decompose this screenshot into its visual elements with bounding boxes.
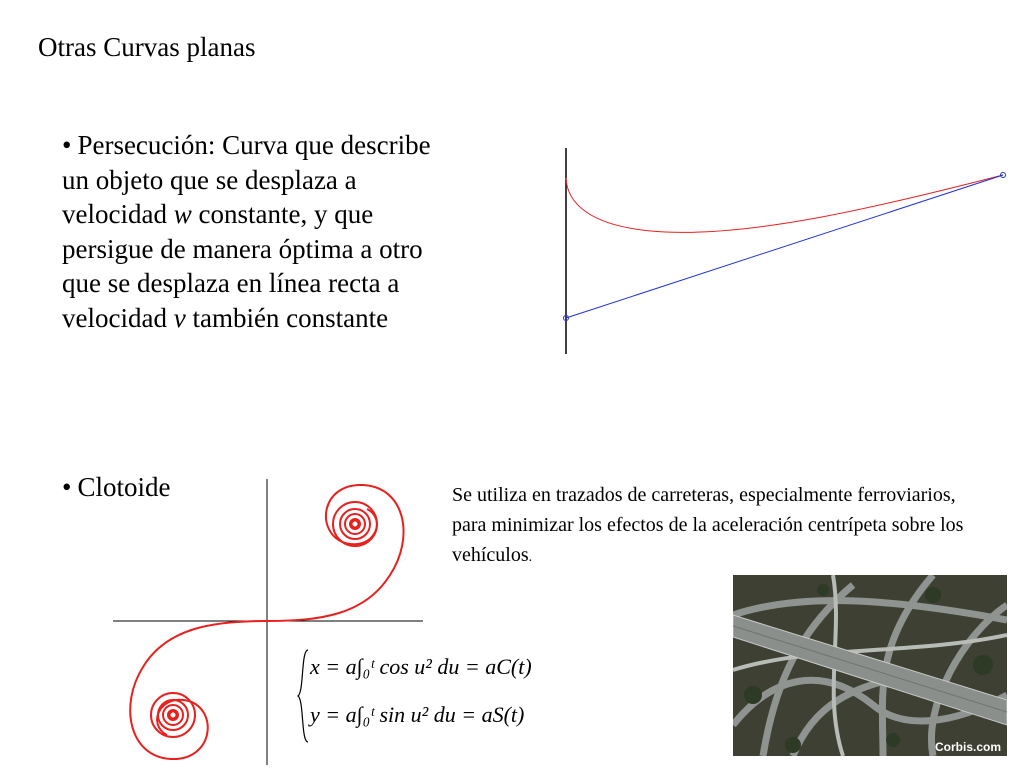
bullet-text-line: un objeto que se desplaza a (62, 164, 357, 195)
target-line (566, 175, 1003, 318)
bullet-text-line: también constante (185, 302, 389, 333)
note-text: Se utiliza en trazados de carreteras, especialmente ferroviarios, para minimizar los efectos de la aceleración centrípeta sobre los vehículos (452, 484, 964, 566)
bullet-persecucion (62, 128, 542, 335)
bullet-text-line: velocidad (62, 302, 174, 333)
bullet-text-line: persigue de manera óptima a otro (62, 233, 423, 264)
upper-spiral-core (353, 522, 358, 527)
bullet-text-line: velocidad (62, 199, 174, 229)
bullet-marker: • (62, 472, 72, 502)
formula-line-x: x = a∫₀ᵗ cos u² du = aC(t) (310, 654, 532, 679)
formula-line-y: y = a∫₀ᵗ sin u² du = aS(t) (310, 702, 525, 727)
slide-title: Otras Curvas planas (38, 32, 256, 62)
lower-spiral-core (171, 713, 176, 718)
bullet-text-line: que se desplaza en línea recta a (62, 268, 400, 298)
clotoide-note (452, 480, 992, 573)
formula-brace (296, 646, 310, 746)
pursuit-curve-diagram (555, 140, 1015, 360)
highway-photo (733, 575, 1007, 756)
bullet-text-line: constante, y que (191, 199, 374, 229)
highway-illustration (733, 575, 1007, 756)
var-w: w (173, 199, 192, 229)
clothoid-upper-branch (267, 485, 404, 621)
bullet-label: Clotoide (77, 472, 171, 502)
photo-credit: Corbis.com (934, 740, 1001, 754)
clothoid-formula (296, 646, 531, 746)
pursuit-curve (566, 175, 1003, 232)
clothoid-lower-branch (130, 621, 267, 759)
bullet-text-line: Persecución: Curva que describe (77, 130, 431, 160)
bullet-marker: • (62, 130, 72, 160)
var-v: v (173, 302, 186, 333)
note-tail: . (528, 550, 533, 565)
